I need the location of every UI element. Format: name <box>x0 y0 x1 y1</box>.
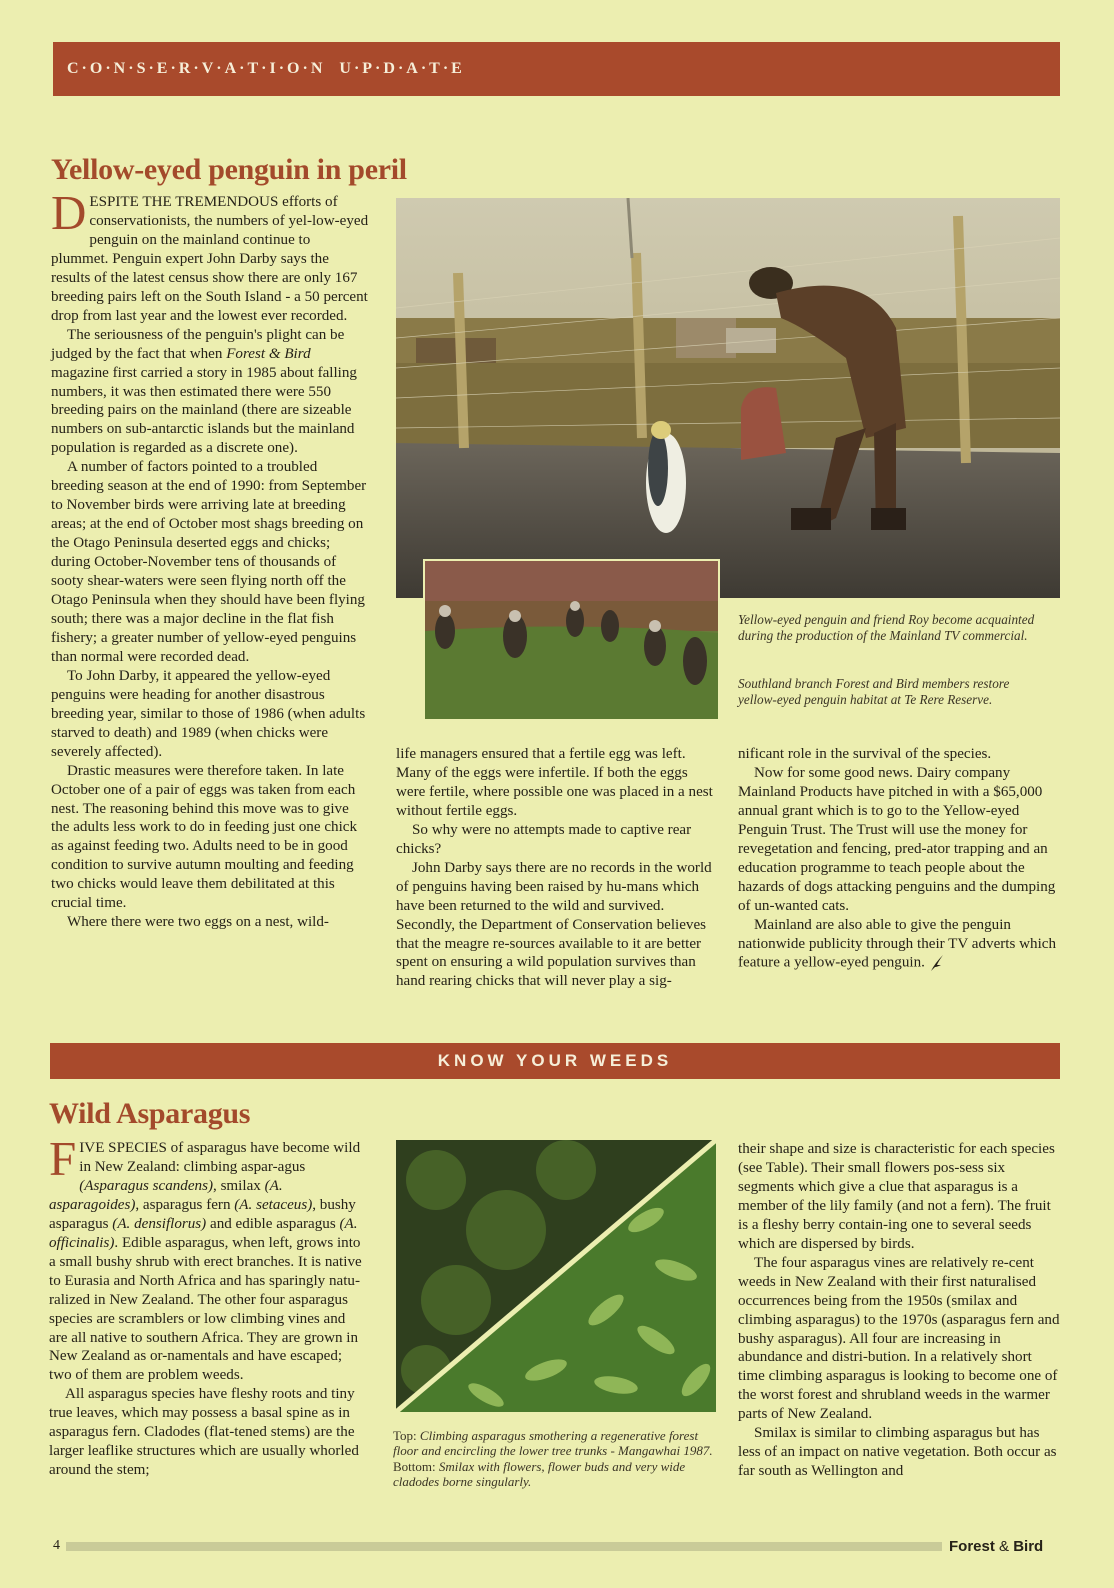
penguin-paragraph-3: A number of factors pointed to a troubled breeding season at the end of 1990: from September to November birds were arriving late at breeding areas; at the end of October most shags breeding on the Otago Peninsula deserted eggs and chicks; during October-November tens of thousands of sooty shear-waters were seen flying north off the Otago Peninsula when they should have been flying south; there was a major decline in the flat fish fishery; a greater number of yellow-eyed penguins than normal were recorded dead. <box>51 459 367 665</box>
asparagus-p1-segment: , bushy asparagus <box>49 1196 356 1232</box>
asparagus-p1-segment: and edible asparagus <box>206 1215 340 1232</box>
penguin-p2a: The seriousness of the penguin's plight can be judged by the fact that when <box>51 326 345 362</box>
volunteers-illustration <box>425 561 718 719</box>
caption-bottom-text: Smilax with flowers, flower buds and very wide cladodes borne singularly. <box>393 1458 686 1489</box>
penguin-paragraph-1 <box>51 185 369 326</box>
asparagus-p1-text <box>49 1131 362 1384</box>
caption-top-label: Top: <box>393 1428 420 1443</box>
penguin-paragraph-5: Drastic measures were therefore taken. In late October one of a pair of eggs was taken from each nest. The reasoning behind this move was to give the adults less work to do in feeding just one chick as against feeding two. Adults need to be in good condition to survive autumn moulting and feeding two chicks would leave them debilitated at this crucial time. <box>51 762 358 912</box>
asparagus-paragraph-2: All asparagus species have fleshy roots and tiny true leaves, which may possess a basal spine as in asparagus fern. Cladodes (flat-tened stems) are the larger leaflike structures which are usually whorled around the stem; <box>49 1386 359 1479</box>
section-banner-label: KNOW YOUR WEEDS <box>437 1051 673 1070</box>
penguin-photo-caption: Yellow-eyed penguin and friend Roy become acquainted during the production of the Mainland TV commercial. <box>738 612 1035 643</box>
penguin-p2b: magazine first carried a story in 1985 about falling numbers, it was then estimated there were 550 breeding pairs on the mainland (there are sizeable numbers on sub-antarctic islands but the mainland population is regarded as a discrete one). <box>51 364 357 457</box>
penguin-photo <box>396 198 1060 598</box>
asparagus-p1-segment: , asparagus fern <box>135 1196 235 1213</box>
page-number: 4 <box>53 1538 60 1553</box>
penguin-col2-paragraph-1: life managers ensured that a fertile egg was left. Many of the eggs were infertile. If both the eggs were fertile, where possible one was placed in a nest without fertile eggs. <box>396 746 713 819</box>
penguin-col3-paragraph-2: Now for some good news. Dairy company Mainland Products have pitched in with a $65,000 annual grant which is to go to the Yellow-eyed Penguin Trust. The Trust will use the money for revegetation and fencing, pred-ator trapping and an education programme to teach people about the hazards of dogs attacking penguins and the dumping of un-wanted cats. <box>738 764 1056 914</box>
asparagus-p1-segment: , smilax <box>213 1177 265 1194</box>
footer-rule <box>66 1542 942 1551</box>
asparagus-column-3 <box>738 1140 1060 1481</box>
caption-top-text: Climbing asparagus smothering a regenerative forest floor and encircling the lower tree trunks - Mangawhai 1987. <box>393 1428 713 1459</box>
penguin-p1-text: ESPITE THE TREMENDOUS efforts of conservationists, the numbers of yel-low-eyed penguin on the mainland continue to plummet. Penguin expert John Darby says the results of the latest census show there are only 167 breeding pairs left on the South Island - a 50 percent drop from last year and the lowest ever recorded. <box>51 194 369 324</box>
penguin-paragraph-2 <box>51 326 369 459</box>
penguin-road-illustration <box>396 198 1060 598</box>
penguin-column-2 <box>396 745 714 991</box>
dropcap-d: D <box>51 185 87 240</box>
penguin-col3-paragraph-3 <box>738 916 1060 974</box>
penguin-paragraph-6: Where there were two eggs on a nest, wild- <box>67 914 329 931</box>
magazine-brand <box>949 1538 1043 1555</box>
magazine-name: Forest & Bird <box>226 345 311 362</box>
penguin-col3-p3-text: Mainland are also able to give the penguin nationwide publicity through their TV adverts which feature a yellow-eyed penguin. <box>738 916 1057 971</box>
asparagus-photo-caption <box>393 1428 718 1489</box>
asparagus-col3-paragraph-2: The four asparagus vines are relatively re-cent weeds in New Zealand with their first naturalised occurrences being from the 1950s (smilax and climbing asparagus) to the 1970s (asparagus fern and bushy asparagus). All four are increasing in abundance and distri-bution. In a relatively short time climbing asparagus is looking to become one of the worst forest and shrubland weeds in the warmer parts of New Zealand. <box>738 1254 1060 1423</box>
brand-forest: Forest <box>949 1538 995 1555</box>
species-name: (A. setaceus) <box>234 1196 313 1213</box>
asparagus-column-1 <box>49 1131 367 1480</box>
species-name: (A. densiflorus) <box>112 1215 207 1232</box>
penguin-col3-paragraph-1: nificant role in the survival of the species. <box>738 746 992 762</box>
penguin-paragraph-4: To John Darby, it appeared the yellow-eyed penguins were heading for another disastrous breeding year, similar to those of 1986 (when adults starved to death) and 1989 (when chicks were severely affected). <box>51 667 366 760</box>
asparagus-paragraph-1 <box>49 1131 367 1385</box>
know-your-weeds-banner <box>50 1043 1060 1079</box>
penguin-column-1 <box>51 185 369 932</box>
volunteers-photo-caption: Southland branch Forest and Bird members restore yellow-eyed penguin habitat at Te Rere Reserve. <box>738 676 1010 707</box>
species-name: (A. officinalis) <box>49 1215 358 1251</box>
asparagus-p1-segment: IVE SPECIES of asparagus have become wild in New Zealand: climbing aspar-agus <box>79 1140 361 1175</box>
conservation-update-banner <box>53 42 1060 96</box>
asparagus-photo <box>396 1140 716 1412</box>
bird-end-mark-icon <box>929 953 945 973</box>
brand-ampersand: & <box>994 1538 1014 1555</box>
species-name: (A. asparagoides) <box>49 1177 283 1213</box>
article-title-asparagus: Wild Asparagus <box>49 1097 251 1130</box>
article-title-penguin: Yellow-eyed penguin in peril <box>51 153 407 186</box>
caption-bottom-label: Bottom: <box>393 1458 439 1474</box>
dropcap-f: F <box>49 1131 77 1186</box>
banner-label: C·O·N·S·E·R·V·A·T·I·O·N U·P·D·A·T·E <box>67 60 465 77</box>
asparagus-illustration <box>396 1140 716 1412</box>
asparagus-col3-paragraph-1: their shape and size is characteristic for each species (see Table). Their small flowers pos-sess six segments which give a clue that asparagus is a member of the lily family (and not a fern). The fruit is a fleshy berry contain-ing one to several seeds which are dispersed by birds. <box>738 1141 1055 1252</box>
brand-bird: Bird <box>1013 1538 1044 1555</box>
asparagus-p1-segment: . Edible asparagus, when left, grows into a small bushy shrub with erect branches. It is native to Eurasia and North Africa and has sparingly natu-ralized in New Zealand. The other four asparagus species are scramblers or low climbing vines and are all native to southern Africa. They are grown in New Zealand as or-namentals and have escaped; two of them are problem weeds. <box>49 1234 362 1384</box>
volunteers-photo <box>423 559 720 721</box>
species-name: (Asparagus scandens) <box>79 1177 214 1194</box>
penguin-col2-paragraph-2: So why were no attempts made to captive rear chicks? <box>396 821 692 857</box>
penguin-col2-paragraph-3: John Darby says there are no records in the world of penguins having been raised by hu-mans which have been returned to the wild and survived. Secondly, the Department of Conservation believes that the meagre re-sources available to it are better spent on ensuring a wild population survives than hand rearing chicks that will never play a sig- <box>396 859 712 990</box>
asparagus-col3-paragraph-3: Smilax is similar to climbing asparagus but has less of an impact on native vegetation. Both occur as far south as Wellington and <box>738 1425 1057 1480</box>
penguin-column-3 <box>738 745 1060 973</box>
